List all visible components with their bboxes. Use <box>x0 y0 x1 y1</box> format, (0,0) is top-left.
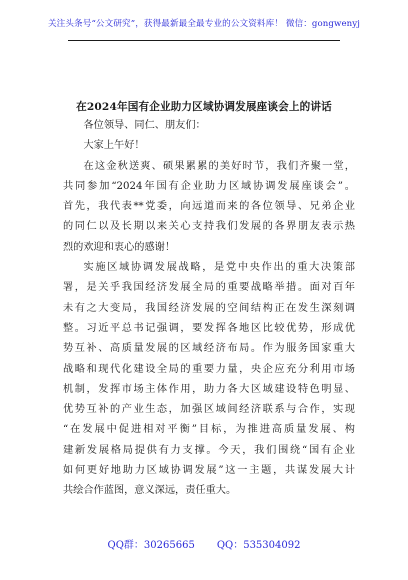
document-title: 在2024年国有企业助力区域协调发展座谈会上的讲话 <box>76 101 332 113</box>
salutation-line: 各位领导、同仁、朋友们： <box>83 120 206 131</box>
paragraph-line: 战略和现代化建设全局的重要力量，央企应充分利用市场 <box>63 363 355 375</box>
paragraph-line: 在这金秋送爽、硕果累累的美好时节，我们齐聚一堂， <box>83 160 355 172</box>
footer-contact <box>0 536 408 551</box>
paragraph-line: 优势互补的产业生态，加强区域间经济联系与合作，实现 <box>63 404 355 416</box>
header-banner[interactable]: 关注头条号“公文研究”，获得最新最全最专业的公文资料库！ 微信：gongwenyj <box>47 19 361 29</box>
paragraph-line: 势互补、高质量发展的区域经济布局。作为服务国家重大 <box>63 343 355 355</box>
paragraph-line: 署，是关乎我国经济发展全局的重要战略举措。面对百年 <box>63 282 355 294</box>
paragraph-line: 共同参加“2024年国有企业助力区域协调发展座谈会”。 <box>63 180 355 192</box>
footer-qq-group[interactable]: QQ群：30265665 <box>107 540 195 551</box>
paragraph-line: “在发展中促进相对平衡”目标，为推进高质量发展、构 <box>63 424 355 436</box>
paragraph-line: 建新发展格局提供有力支撑。今天，我们围绕“国有企业 <box>63 444 355 456</box>
document-body <box>63 116 355 502</box>
greeting-line: 大家上午好！ <box>83 140 145 152</box>
paragraph-line: 实施区域协调发展战略，是党中央作出的重大决策部 <box>83 262 355 274</box>
paragraph-line: 首先，我代表**党委，向远道而来的各位领导、兄弟企业 <box>63 201 355 213</box>
paragraph-line: 如何更好地助力区域协调发展”这一主题，共谋发展大计 <box>63 465 355 477</box>
footer-qq-number[interactable]: QQ：535304092 <box>216 540 301 551</box>
header-divider <box>68 40 340 41</box>
paragraph-line: 共绘合作蓝图，意义深远，责任重大。 <box>63 485 237 497</box>
paragraph-line: 整。习近平总书记强调，要发挥各地区比较优势，形成优 <box>63 322 355 334</box>
paragraph-line: 机制，发挥市场主体作用，助力各大区域建设特色明显、 <box>63 383 355 395</box>
paragraph-line: 的同仁以及长期以来关心支持我们发展的各界朋友表示热 <box>63 221 355 233</box>
paragraph-line: 未有之大变局，我国经济发展的空间结构正在发生深刻调 <box>63 302 355 314</box>
paragraph-line: 烈的欢迎和衷心的感谢！ <box>63 241 176 253</box>
